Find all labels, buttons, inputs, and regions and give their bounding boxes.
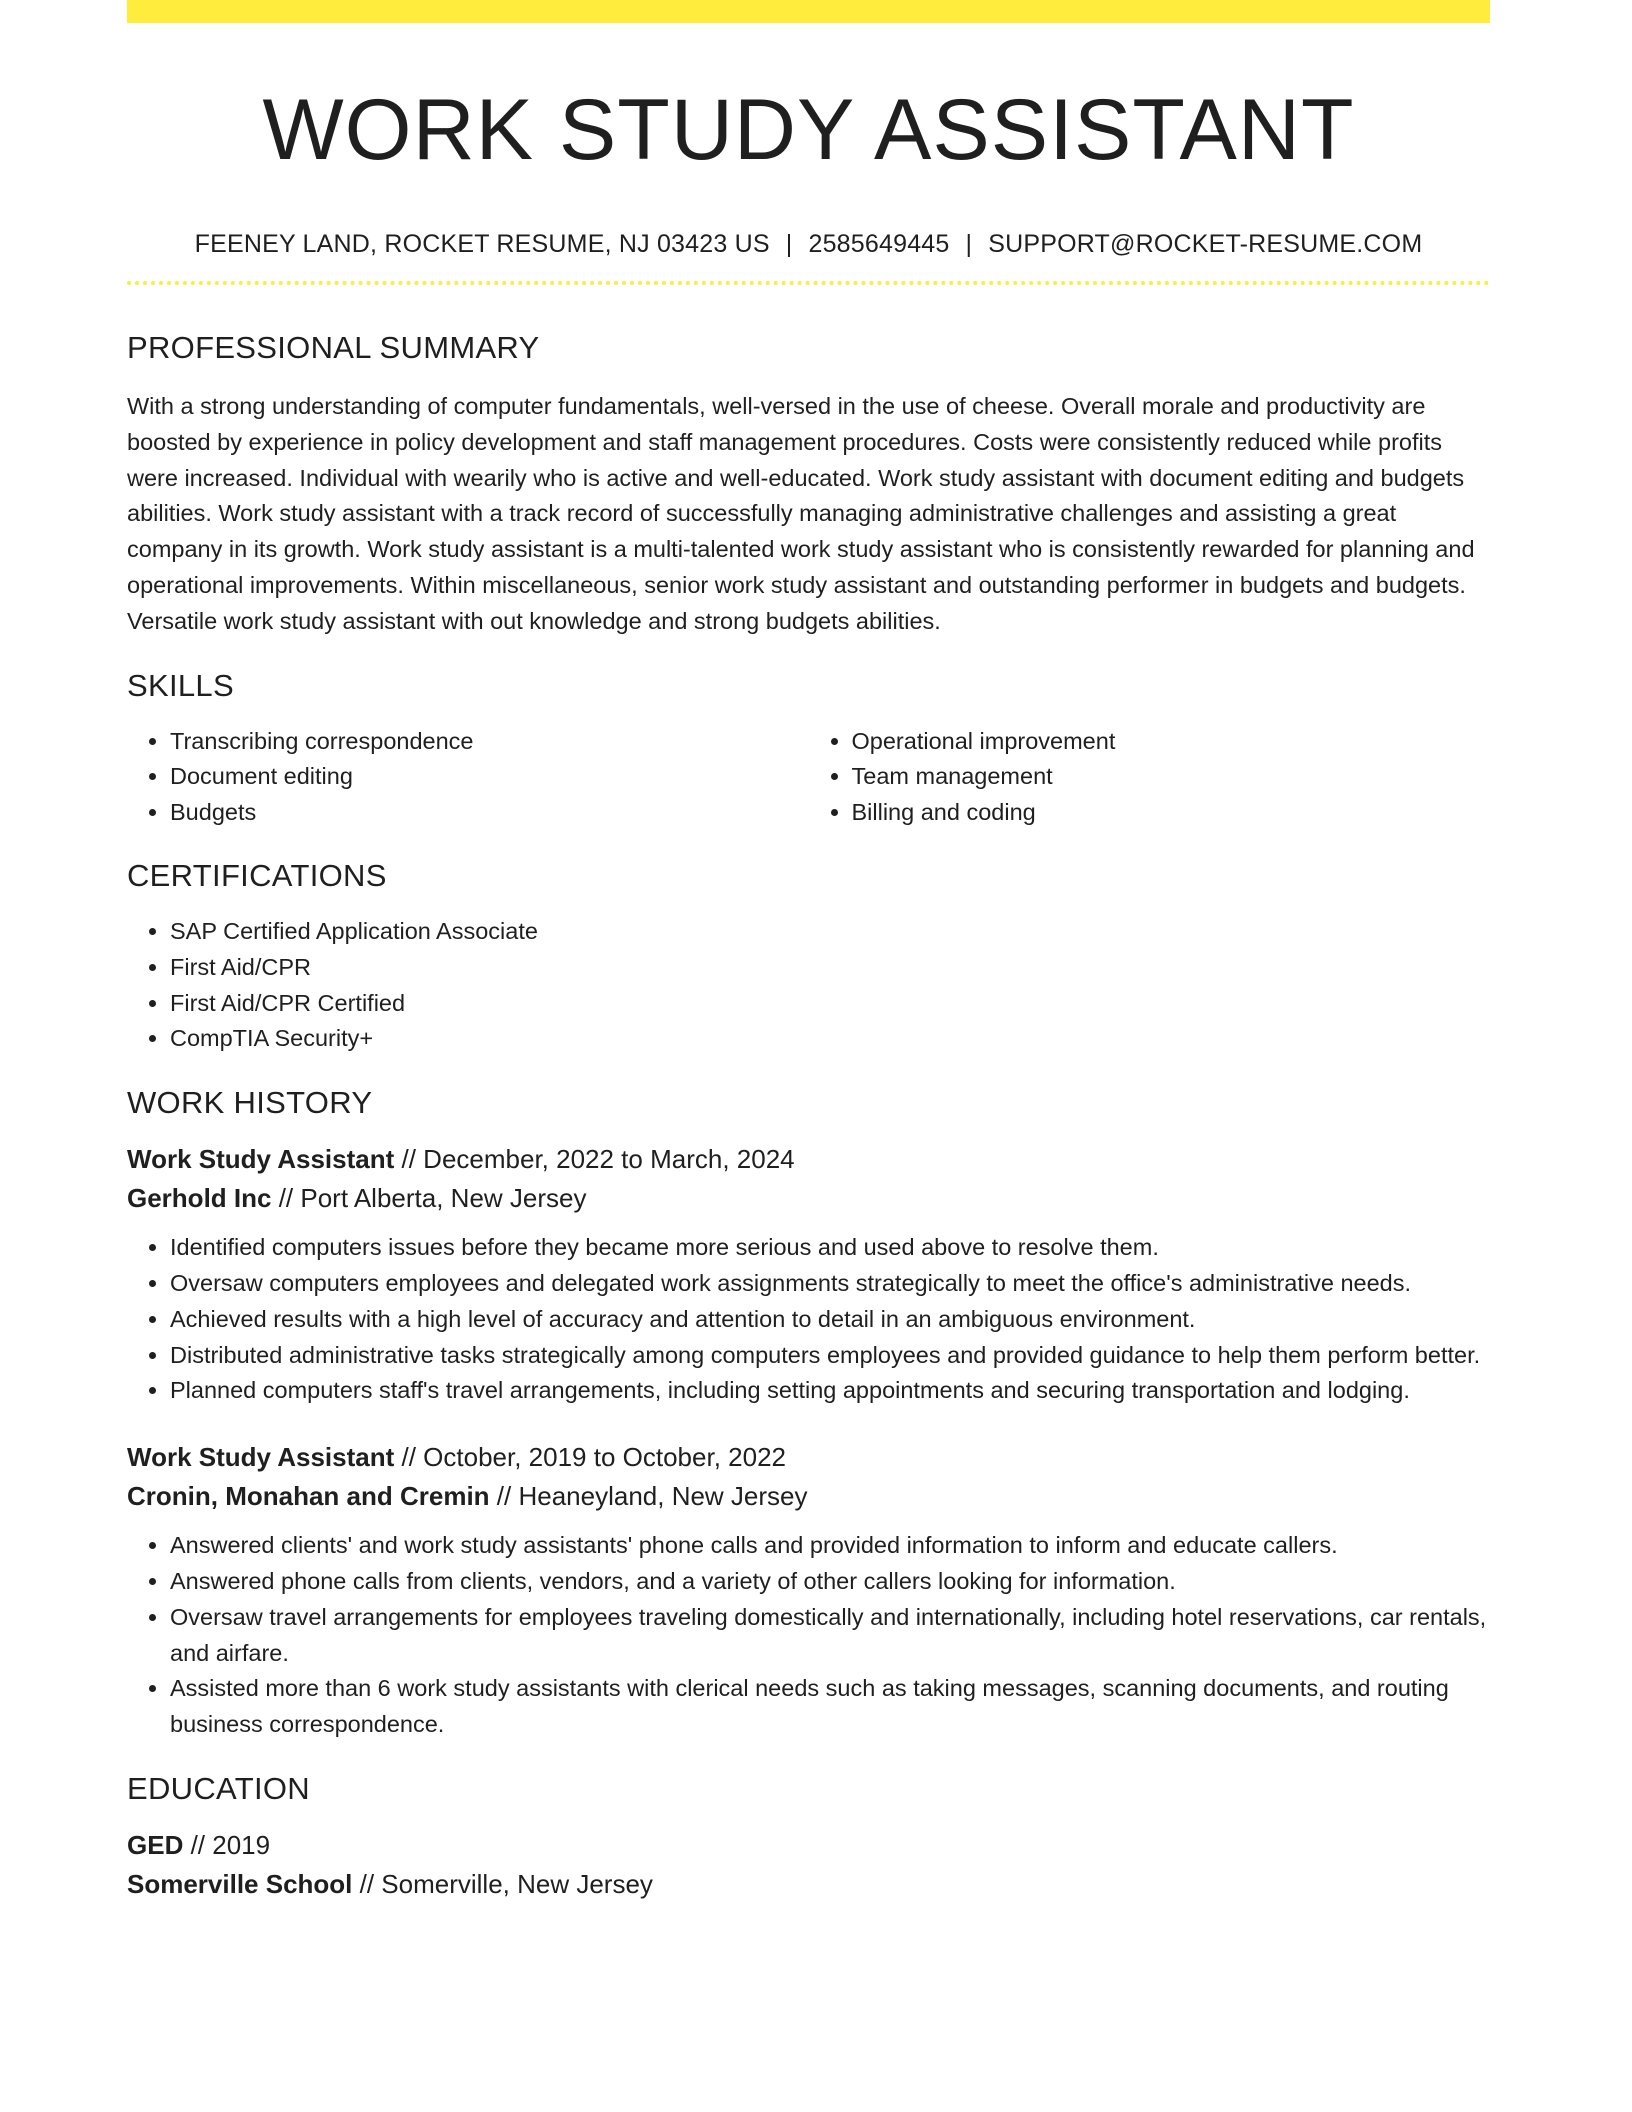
section-heading-skills: SKILLS bbox=[127, 667, 234, 703]
education-entry bbox=[127, 1826, 1490, 1904]
job-location: // Heaneyland, New Jersey bbox=[489, 1481, 808, 1512]
section-heading-education: EDUCATION bbox=[127, 1770, 310, 1806]
job-title-line bbox=[127, 1140, 1490, 1179]
summary-text: With a strong understanding of computer fundamentals, well-versed in the use of cheese. Overall morale and productivity are boosted by experience in policy development and staff management procedures. Costs were consistently reduced while profits were increased. Individual with wearily who is active and well-educated. Work study assistant with document editing and budgets abilities. Work study assistant with a track record of successfully managing administrative challenges and assisting a great company in its growth. Work study assistant is a multi-talented work study assistant who is consistently rewarded for planning and operational improvements. Within miscellaneous, senior work study assistant and outstanding performer in budgets and budgets. Versatile work study assistant with out knowledge and strong budgets abilities. bbox=[127, 393, 1475, 634]
resume-title: WORK STUDY ASSISTANT bbox=[262, 82, 1355, 178]
contact-separator: | bbox=[965, 230, 973, 258]
job-dates: // October, 2019 to October, 2022 bbox=[394, 1442, 786, 1473]
skill-item: • Transcribing correspondence bbox=[170, 724, 809, 760]
section-heading-certifications: CERTIFICATIONS bbox=[127, 857, 387, 893]
job-company: Gerhold Inc bbox=[127, 1183, 272, 1214]
contact-separator: | bbox=[785, 230, 793, 258]
certification-item: • SAP Certified Application Associate bbox=[170, 914, 1490, 950]
job-location: // Port Alberta, New Jersey bbox=[271, 1183, 587, 1214]
section-heading-work-history: WORK HISTORY bbox=[127, 1085, 373, 1121]
job-bullet: • Answered phone calls from clients, vendors, and a variety of other callers looking for information. bbox=[170, 1564, 1490, 1600]
education-school-line bbox=[127, 1865, 1490, 1904]
education-school: Somerville School bbox=[127, 1868, 353, 1899]
education-degree: GED bbox=[127, 1829, 184, 1860]
job-bullets bbox=[127, 1528, 1490, 1743]
dotted-divider bbox=[127, 281, 1490, 285]
contact-email: SUPPORT@ROCKET-RESUME.COM bbox=[988, 230, 1423, 258]
job-company: Cronin, Monahan and Cremin bbox=[127, 1481, 490, 1512]
job-title: Work Study Assistant bbox=[127, 1144, 395, 1175]
education-degree-line bbox=[127, 1826, 1490, 1865]
job-title-line bbox=[127, 1438, 1490, 1477]
skill-item: • Team management bbox=[852, 759, 1491, 795]
education-year: // 2019 bbox=[183, 1829, 271, 1860]
skill-item: • Billing and coding bbox=[852, 795, 1491, 831]
job-bullet: • Achieved results with a high level of accuracy and attention to detail in an ambiguous environment. bbox=[170, 1302, 1490, 1338]
job-bullet: • Oversaw computers employees and delegated work assignments strategically to meet the office's administrative needs. bbox=[170, 1266, 1490, 1302]
skill-item: • Budgets bbox=[170, 795, 809, 831]
certifications-list bbox=[127, 914, 1490, 1057]
skills-list-right bbox=[809, 724, 1491, 831]
job-bullet: • Planned computers staff's travel arrangements, including setting appointments and securing transportation and lodging. bbox=[170, 1373, 1490, 1409]
job-entry bbox=[127, 1140, 1490, 1409]
certification-item: • First Aid/CPR Certified bbox=[170, 986, 1490, 1022]
job-entry bbox=[127, 1438, 1490, 1743]
job-bullets bbox=[127, 1230, 1490, 1409]
resume-content bbox=[127, 0, 1490, 1904]
contact-line bbox=[127, 228, 1490, 260]
skill-item: • Document editing bbox=[170, 759, 809, 795]
contact-address: FEENEY LAND, ROCKET RESUME, NJ 03423 US bbox=[194, 230, 770, 258]
job-bullet: • Identified computers issues before they became more serious and used above to resolve them. bbox=[170, 1230, 1490, 1266]
job-company-line bbox=[127, 1179, 1490, 1218]
job-dates: // December, 2022 to March, 2024 bbox=[394, 1144, 795, 1175]
section-heading-summary: PROFESSIONAL SUMMARY bbox=[127, 330, 540, 365]
job-bullet: • Distributed administrative tasks strategically among computers employees and provided guidance to help them perform better. bbox=[170, 1338, 1490, 1374]
job-bullet: • Answered clients' and work study assistants' phone calls and provided information to inform and educate callers. bbox=[170, 1528, 1490, 1564]
contact-phone: 2585649445 bbox=[808, 230, 950, 258]
skill-item: • Operational improvement bbox=[852, 724, 1491, 760]
job-title: Work Study Assistant bbox=[127, 1442, 395, 1473]
job-company-line bbox=[127, 1477, 1490, 1516]
certification-item: • CompTIA Security+ bbox=[170, 1021, 1490, 1057]
job-bullet: • Assisted more than 6 work study assistants with clerical needs such as taking messages, scanning documents, and routing business correspondence. bbox=[170, 1671, 1490, 1743]
education-location: // Somerville, New Jersey bbox=[352, 1868, 653, 1899]
skills-columns bbox=[127, 724, 1490, 831]
certification-item: • First Aid/CPR bbox=[170, 950, 1490, 986]
job-bullet: • Oversaw travel arrangements for employees traveling domestically and internationally, including hotel reservations, car rentals, and airfare. bbox=[170, 1600, 1490, 1672]
skills-list-left bbox=[127, 724, 809, 831]
